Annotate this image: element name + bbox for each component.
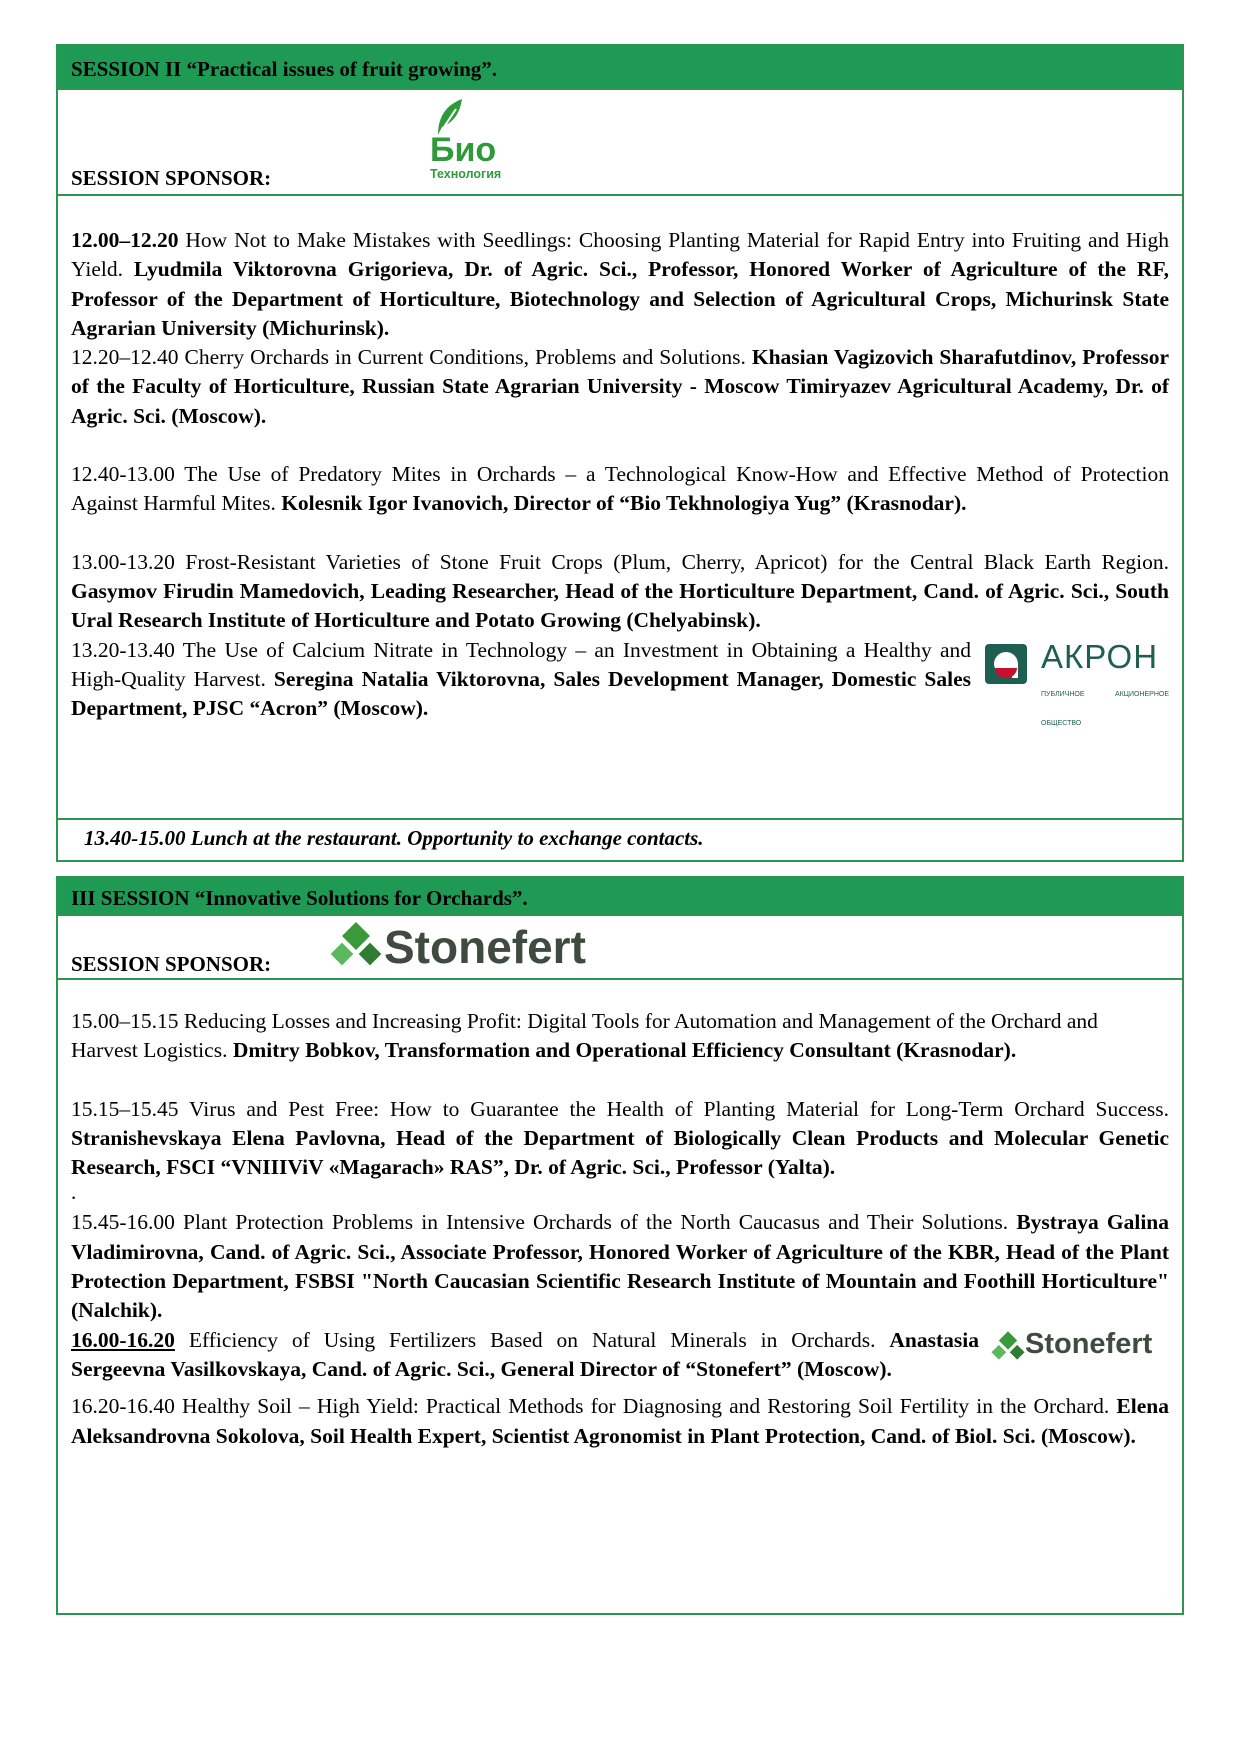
session-2-box [56, 44, 1184, 862]
talk-speaker: Kolesnik Igor Ivanovich, Director of “Bio Tekhnologiya Yug” (Krasnodar). [281, 491, 967, 516]
session-3-sponsor-row [58, 916, 1182, 980]
talk-item [71, 460, 1169, 519]
talk-title: 13.00-13.20 Frost-Resistant Varieties of Stone Fruit Crops (Plum, Cherry, Apricot) for the Central Black Earth Region. [71, 549, 1169, 574]
talk-title: Efficiency of Using Fertilizers Based on Natural Minerals in Orchards. [174, 1327, 890, 1352]
talk-title: 16.20-16.40 Healthy Soil – High Yield: Practical Methods for Diagnosing and Restoring Soil Fertility in the Orchard. [71, 1394, 1117, 1419]
session-2-sponsor-label: SESSION SPONSOR: [71, 166, 272, 190]
acron-logo [985, 637, 1169, 727]
stonefert-logo-word: Stonefert [384, 921, 586, 973]
talk-title: 15.45-16.00 Plant Protection Problems in Intensive Orchards of the North Caucasus and Their Solutions. [71, 1210, 1017, 1235]
talk-title: 12.40-13.00 The Use of Predatory Mites in Orchards – a Technological Know-How and Effective Method of Protection Against Harmful Mites. [71, 462, 1169, 516]
stonefert-small-word: Stonefert [1025, 1327, 1153, 1360]
talk-item [71, 548, 1169, 636]
stonefert-small-logo [991, 1328, 1169, 1368]
talk-item-with-logo [71, 1326, 1169, 1385]
talk-speaker: Elena Aleksandrovna Sokolova, Soil Health Expert, Scientist Agronomist in Plant Protection, Cand. of Biol. Sci. (Moscow). [71, 1394, 1169, 1448]
talk-speaker: Dmitry Bobkov, Transformation and Operational Efficiency Consultant (Krasnodar). [232, 1038, 1017, 1063]
session-3-header [58, 878, 1182, 916]
session-2-header [58, 46, 1182, 90]
talk-title: 15.00–15.15 Reducing Losses and Increasing Profit: Digital Tools for Automation and Management of the Orchard and Harvest Logistics. [71, 1009, 1098, 1063]
talk-item [71, 1208, 1169, 1325]
bio-tekhnologiya-logo [430, 97, 534, 181]
talk-title: 15.15–15.45 Virus and Pest Free: How to Guarantee the Health of Planting Material for Long-Term Orchard Success. [71, 1096, 1169, 1121]
lunch-text: 13.40-15.00 Lunch at the restaurant. Opportunity to exchange contacts. [84, 826, 704, 850]
talk-title: How Not to Make Mistakes with Seedlings: Choosing Planting Material for Rapid Entry into Fruiting and High Yield. [71, 228, 1169, 282]
session-3-program [58, 980, 1182, 1451]
talk-title: 13.20-13.40 The Use of Calcium Nitrate in Technology – an Investment in Obtaining a Healthy and High-Quality Harvest. [71, 637, 971, 691]
session-3-box [56, 876, 1184, 1615]
talk-speaker: Anastasia Sergeevna Vasilkovskaya, Cand. of Agric. Sci., General Director of “Stonefert” (Moscow). [71, 1327, 979, 1381]
session-3-title: III SESSION “Innovative Solutions for Orchards”. [71, 886, 528, 910]
lunch-break [58, 818, 1182, 860]
talk-item [71, 226, 1169, 343]
talk-speaker: Khasian Vagizovich Sharafutdinov, Professor of the Faculty of Horticulture, Russian State Agrarian University - Moscow Timiryazev Agricultural Academy, Dr. of Agric. Sci. (Moscow). [71, 345, 1169, 428]
acron-logo-word: АКРОН [1041, 637, 1159, 675]
talk-item [71, 1392, 1169, 1451]
talk-item [71, 1095, 1169, 1183]
talk-speaker: Stranishevskaya Elena Pavlovna, Head of the Department of Biologically Clean Products and Molecular Genetic Research, FSCI “VNIIIViV «Magarach» RAS”, Dr. of Agric. Sci., Professor (Yalta). [71, 1125, 1169, 1180]
talk-item-with-logo [71, 636, 1169, 727]
talk-speaker: Bystraya Galina Vladimirovna, Cand. of Agric. Sci., Associate Professor, Honored Worker of Agriculture of the KBR, Head of the Plant Protection Department, FSBSI "North Caucasian Scientific Research Institute of Mountain and Foothill Horticulture" (Nalchik). [71, 1210, 1170, 1323]
talk-speaker: Lyudmila Viktorovna Grigorieva, Dr. of Agric. Sci., Professor, Honored Worker of Agriculture of the RF, Professor of the Department of Horticulture, Biotechnology and Selection of Agricultural Crops, Michurinsk State Agrarian University (Michurinsk). [71, 257, 1169, 340]
talk-time: 12.00–12.20 [71, 228, 179, 252]
talk-speaker: Gasymov Firudin Mamedovich, Leading Researcher, Head of the Horticulture Department, Cand. of Agric. Sci., South Ural Research Institute of Horticulture and Potato Growing (Chelyabinsk). [71, 578, 1169, 633]
acron-mark-icon [985, 644, 1033, 686]
stonefert-leaf-icon [991, 1330, 1025, 1364]
session-3-sponsor-label: SESSION SPONSOR: [71, 952, 272, 976]
acron-logo-subtitle: ПУБЛИЧНОЕ АКЦИОНЕРНОЕ ОБЩЕСТВО [1041, 690, 1169, 727]
session-2-program [58, 196, 1182, 727]
talk-time: 16.00-16.20 [71, 1327, 175, 1352]
stonefert-leaf-icon [330, 920, 382, 972]
bio-logo-word: Био [430, 131, 497, 169]
stonefert-logo [330, 918, 610, 974]
talk-item [71, 343, 1169, 431]
session-2-sponsor-row [58, 90, 1182, 196]
talk-title: 12.20–12.40 Cherry Orchards in Current Conditions, Problems and Solutions. [71, 345, 752, 370]
talk-item [71, 1007, 1169, 1066]
stray-dot: . [71, 1180, 77, 1205]
bio-logo-subtitle: Технология [430, 167, 502, 181]
session-2-title: SESSION II “Practical issues of fruit growing”. [71, 57, 498, 81]
talk-speaker: Seregina Natalia Viktorovna, Sales Development Manager, Domestic Sales Department, PJSC “Acron” (Moscow). [71, 666, 971, 721]
